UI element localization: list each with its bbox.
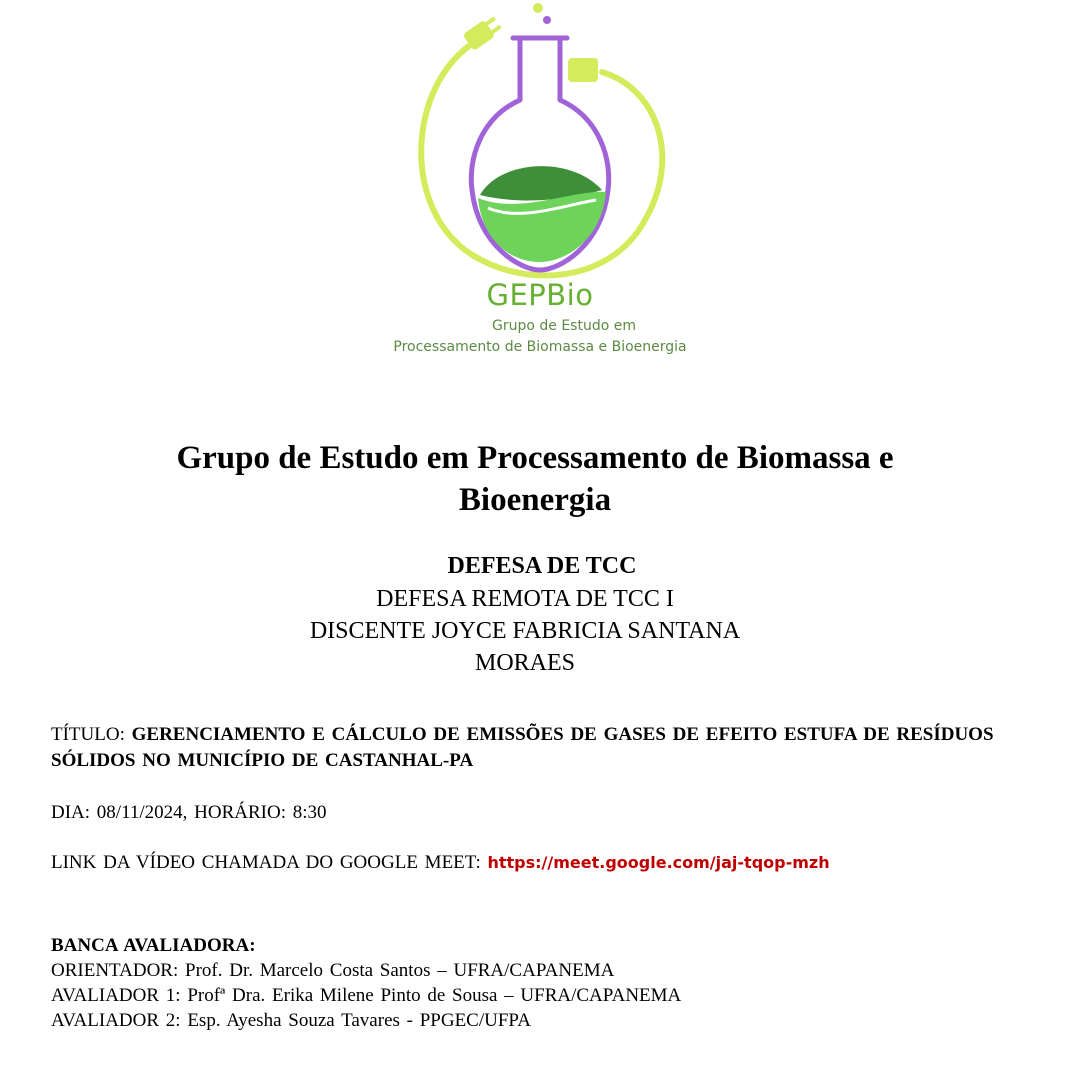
committee-member: ORIENTADOR: Prof. Dr. Marcelo Costa Santos – UFRA/CAPANEMA [51, 960, 615, 981]
meet-link-line [51, 850, 1041, 876]
page-title [140, 437, 930, 521]
committee-heading: BANCA AVALIADORA: [51, 935, 256, 956]
date-time: DIA: 08/11/2024, HORÁRIO: 8:30 [51, 802, 327, 823]
logo-name: GEPBio [486, 278, 594, 312]
thesis-title-label: TÍTULO: [51, 724, 125, 745]
committee-member: AVALIADOR 2: Esp. Ayesha Souza Tavares - PPGEC/UFPA [51, 1010, 531, 1031]
event-subtype: DEFESA REMOTA DE TCC I [376, 586, 674, 612]
committee-member: AVALIADOR 1: Profª Dra. Erika Milene Pinto de Sousa – UFRA/CAPANEMA [51, 985, 682, 1006]
meet-link[interactable]: https://meet.google.com/jaj-tqop-mzh [487, 853, 830, 872]
committee [51, 933, 1041, 1033]
student-line2: MORAES [474, 650, 576, 676]
logo-subtitle-line2: Processamento de Biomassa e Bioenergia [393, 339, 687, 355]
thesis-title-value: GERENCIAMENTO E CÁLCULO DE EMISSÕES DE GASES DE EFEITO ESTUFA DE RESÍDUOS SÓLIDOS NO MUNICÍPIO DE CASTANHAL-PA [51, 724, 994, 771]
student-line1: DISCENTE JOYCE FABRICIA SANTANA [309, 618, 741, 644]
page-title-line2: Bioenergia [458, 482, 612, 518]
thesis-title [51, 722, 1041, 774]
page-title-line1: Grupo de Estudo em Processamento de Biomassa e [176, 440, 894, 476]
gepbio-logo [370, 0, 710, 370]
logo-subtitle-line1: Grupo de Estudo em [492, 318, 636, 334]
flask-plug-icon [370, 0, 710, 370]
meet-link-label: LINK DA VÍDEO CHAMADA DO GOOGLE MEET: [51, 852, 481, 873]
event-type: DEFESA DE TCC [447, 553, 637, 579]
